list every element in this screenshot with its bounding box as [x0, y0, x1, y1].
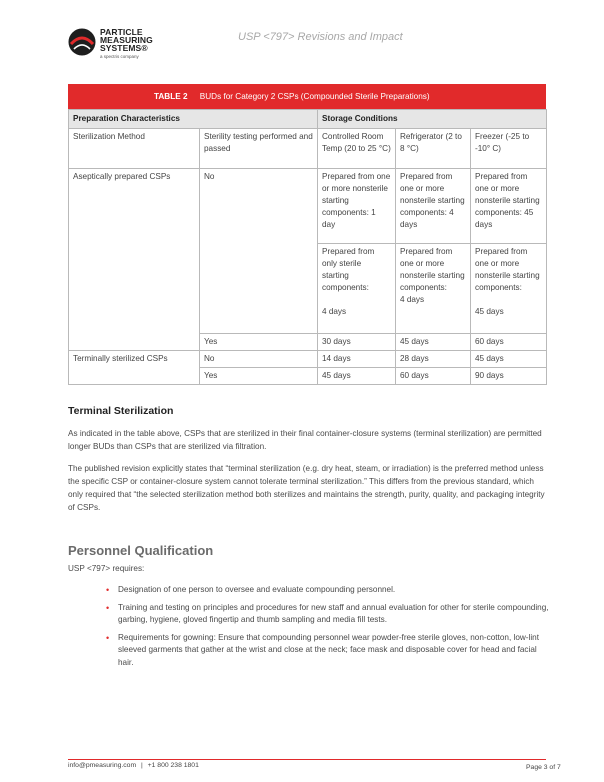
personnel-intro: USP <797> requires:	[68, 564, 145, 573]
cell-terminal-yes-fridge: 60 days	[396, 368, 471, 385]
footer-separator: |	[141, 762, 143, 769]
cell-aseptic-no: No	[200, 169, 318, 244]
cell-text: Prepared from one or more nonsterile starting components:	[475, 247, 540, 292]
table-caption-text: BUDs for Category 2 CSPs (Compounded Sterile Preparations)	[199, 92, 430, 101]
logo-wordmark	[100, 28, 153, 53]
cell-value: 4 days	[322, 307, 347, 316]
company-logo[interactable]	[68, 26, 178, 64]
requirements-list	[68, 584, 552, 674]
cell-room-temp: Controlled Room Temp (20 to 25 °C)	[318, 129, 396, 169]
terminal-paragraph-1: As indicated in the table above, CSPs that are sterilized in their final container-closure systems (terminal sterilization) are permitted longer BUDs than CSPs that are sterilized via filtration.	[68, 429, 542, 451]
table-number: TABLE 2	[154, 92, 188, 101]
logo-line-2: MEASURING	[100, 35, 153, 46]
cell-text: Prepared from only sterile starting components:	[322, 247, 375, 292]
cell-terminal-yes-room: 45 days	[318, 368, 396, 385]
table-header-row	[69, 110, 547, 129]
cell-freezer: Freezer (-25 to -10° C)	[471, 129, 547, 169]
cell-terminal-no-freezer: 45 days	[471, 351, 547, 368]
terminal-sterilization-heading: Terminal Sterilization	[68, 405, 174, 417]
cell-terminal-no-room: 14 days	[318, 351, 396, 368]
footer-contact	[68, 762, 199, 769]
logo-globe-icon	[68, 28, 96, 56]
document-title: USP <797> Revisions and Impact	[238, 31, 403, 43]
bullet-icon: •	[106, 602, 110, 613]
cell-refrigerator: Refrigerator (2 to 8 °C)	[396, 129, 471, 169]
table-row	[69, 334, 547, 351]
bullet-icon: •	[106, 632, 110, 643]
cell-aseptic-nonsterile-room: Prepared from one or more nonsterile starting components: 1 day	[318, 169, 396, 244]
table-row	[69, 351, 547, 368]
page-header	[0, 0, 604, 70]
cell-text: Prepared from one or more nonsterile starting components:	[400, 247, 465, 292]
logo-line-3: SYSTEMS®	[100, 43, 148, 54]
terminal-paragraph-2: The published revision explicitly states that “terminal sterilization (e.g. dry heat, steam, or irradiation) is the preferred method unless the specific CSP or container-closure system cannot tolerate terminal sterilization.” This differs from the previous standard, which only required that “the selected sterilization method both sterilizes and maintains the strength, purity, quality, and packaging integrity of CSPs.	[68, 464, 545, 512]
cell-aseptic-yes-fridge: 45 days	[396, 334, 471, 351]
logo-subtitle: a spectris company	[100, 54, 139, 59]
cell-aseptic-sterile-fridge	[396, 244, 471, 334]
cell-aseptic-nonsterile-freezer: Prepared from one or more nonsterile starting components: 45 days	[471, 169, 547, 244]
cell-empty	[69, 334, 200, 351]
bud-table-grid	[68, 109, 547, 385]
table-row	[69, 244, 547, 334]
cell-empty	[200, 244, 318, 334]
list-item	[68, 602, 552, 627]
cell-terminal-no-fridge: 28 days	[396, 351, 471, 368]
row-label-sterilization-method: Sterilization Method	[69, 129, 200, 169]
cell-aseptic-yes: Yes	[200, 334, 318, 351]
header-prep-characteristics: Preparation Characteristics	[69, 110, 318, 129]
cell-terminal-yes-freezer: 90 days	[471, 368, 547, 385]
cell-aseptic-sterile-room	[318, 244, 396, 334]
table-row	[69, 129, 547, 169]
list-item-text: Training and testing on principles and procedures for new staff and annual evaluation for other for sterile compounding, garbing, hygiene, gloved fingertip and thumb sampling and media fill tests.	[118, 602, 549, 624]
cell-aseptic-sterile-freezer	[471, 244, 547, 334]
cell-terminal-no: No	[200, 351, 318, 368]
list-item	[68, 584, 552, 597]
table-row	[69, 368, 547, 385]
cell-value: 4 days	[400, 295, 425, 304]
footer-phone[interactable]: +1 800 238 1801	[147, 762, 199, 769]
footer-divider	[68, 759, 546, 760]
cell-aseptic-nonsterile-fridge: Prepared from one or more nonsterile starting components: 4 days	[396, 169, 471, 244]
row-label-aseptic: Aseptically prepared CSPs	[69, 169, 200, 244]
cell-value: 45 days	[475, 307, 504, 316]
list-item-text: Requirements for gowning: Ensure that compounding personnel wear powder-free sterile gloves, non-cotton, low-lint sleeved garments that gather at the wrist and close at the neck; face mask and disposable cover for head and facial hair.	[118, 632, 539, 667]
cell-terminal-yes: Yes	[200, 368, 318, 385]
footer-email-link[interactable]: info@pmeasuring.com	[68, 762, 137, 769]
header-storage-conditions: Storage Conditions	[318, 110, 547, 129]
cell-empty	[69, 368, 200, 385]
bullet-icon: •	[106, 585, 110, 595]
cell-aseptic-yes-freezer: 60 days	[471, 334, 547, 351]
cell-sterility-testing: Sterility testing performed and passed	[200, 129, 318, 169]
table-caption	[68, 84, 546, 109]
list-item	[68, 632, 552, 670]
logo-line-1: PARTICLE	[100, 27, 143, 37]
table-row	[69, 169, 547, 244]
bud-table	[68, 84, 546, 385]
personnel-heading: Personnel Qualification	[68, 543, 214, 558]
cell-aseptic-yes-room: 30 days	[318, 334, 396, 351]
page-number: Page 3 of 7	[526, 764, 561, 771]
row-label-terminal: Terminally sterilized CSPs	[69, 351, 200, 368]
list-item-text: Designation of one person to oversee and evaluate compounding personnel.	[118, 585, 396, 594]
cell-empty	[69, 244, 200, 334]
